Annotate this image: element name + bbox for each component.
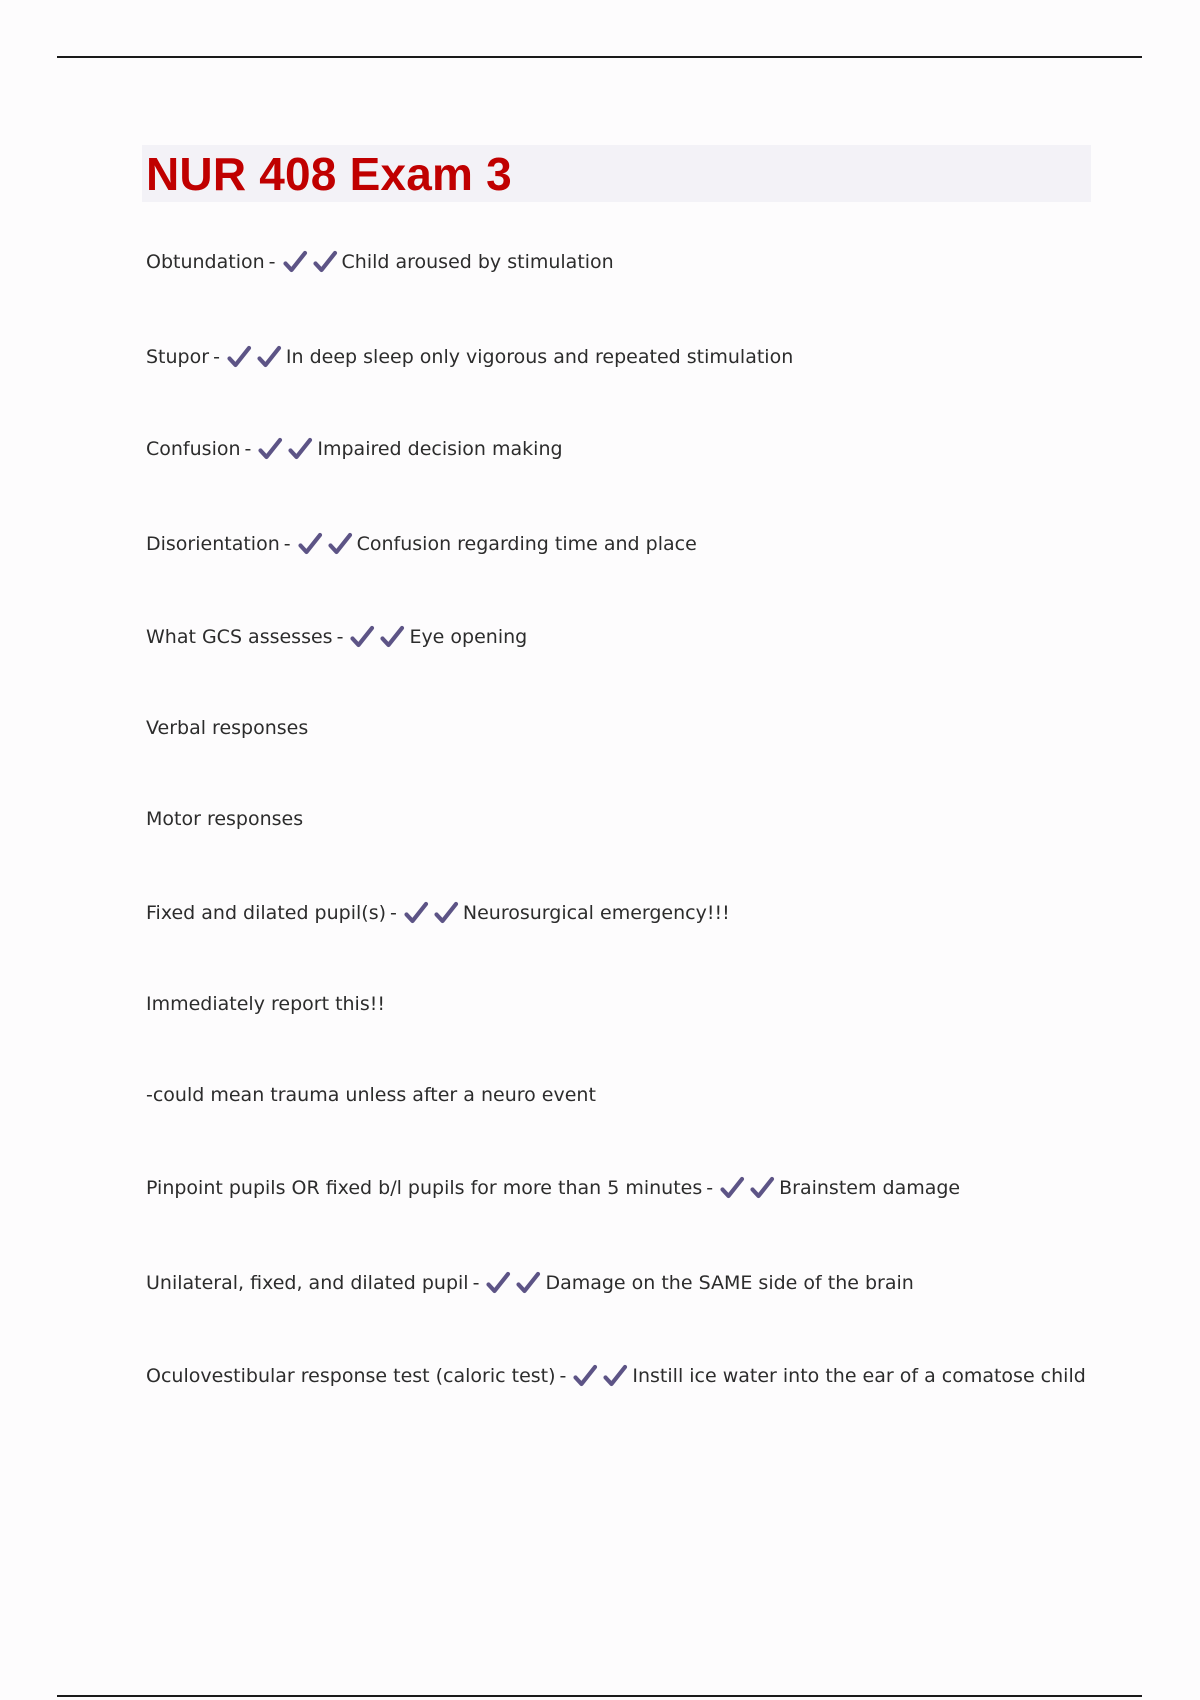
entry-answer: Child aroused by stimulation [341,251,614,273]
entry-separator: - [472,1272,480,1294]
entry-term: Fixed and dilated pupil(s) [146,902,387,924]
note-text: Verbal responses [146,717,309,739]
check-mark-icon [282,249,308,275]
check-mark-icon [297,531,323,557]
check-mark-icon [433,900,459,926]
entry-separator: - [559,1365,567,1387]
note-line [146,804,303,834]
entry-answer: Confusion regarding time and place [356,533,697,555]
flashcard-entry [146,434,563,464]
check-mark-icon [602,1363,628,1389]
note-text: -could mean trauma unless after a neuro event [146,1084,596,1106]
entry-term: Disorientation [146,533,280,555]
check-mark-icon [287,436,313,462]
entry-answer: Brainstem damage [779,1177,961,1199]
check-mark-icon [749,1175,775,1201]
flashcard-entry [146,1268,914,1298]
flashcard-entry [146,342,793,372]
entry-term: Pinpoint pupils OR fixed b/l pupils for more than 5 minutes [146,1177,703,1199]
entry-separator: - [336,626,344,648]
entry-separator: - [706,1177,714,1199]
flashcard-entry [146,1361,1086,1391]
check-mark-icon [312,249,338,275]
entry-term: What GCS assesses [146,626,333,648]
document-title: NUR 408 Exam 3 [146,148,512,200]
entry-term: Confusion [146,438,241,460]
check-mark-icon [379,624,405,650]
flashcard-entry [146,622,527,652]
flashcard-entry [146,529,697,559]
entry-separator: - [244,438,252,460]
note-line [146,989,385,1019]
check-mark-icon [256,344,282,370]
entry-term: Stupor [146,346,210,368]
note-text: Immediately report this!! [146,993,385,1015]
check-mark-icon [349,624,375,650]
entry-answer: Instill ice water into the ear of a comatose child [632,1365,1086,1387]
check-mark-icon [485,1270,511,1296]
entry-answer: Damage on the SAME side of the brain [545,1272,914,1294]
check-mark-icon [719,1175,745,1201]
entry-term: Oculovestibular response test (caloric test) [146,1365,556,1387]
entry-separator: - [390,902,397,924]
entry-answer: Neurosurgical emergency!!! [462,902,730,924]
note-line [146,713,308,743]
entry-separator: - [268,251,276,273]
entry-separator: - [213,346,220,368]
entry-answer: Eye opening [409,626,528,648]
entry-term: Unilateral, fixed, and dilated pupil [146,1272,469,1294]
header-rule [57,56,1142,58]
entry-separator: - [283,533,291,555]
entry-term: Obtundation [146,251,265,273]
check-mark-icon [257,436,283,462]
footer-rule [57,1695,1142,1697]
entry-answer: Impaired decision making [317,438,563,460]
check-mark-icon [226,344,252,370]
check-mark-icon [515,1270,541,1296]
check-mark-icon [572,1363,598,1389]
flashcard-entry [146,898,730,928]
note-text: Motor responses [146,808,304,830]
entry-answer: In deep sleep only vigorous and repeated stimulation [285,346,794,368]
flashcard-entry [146,1173,960,1203]
check-mark-icon [403,900,429,926]
check-mark-icon [327,531,353,557]
note-line [146,1080,596,1110]
flashcard-entry [146,247,614,277]
